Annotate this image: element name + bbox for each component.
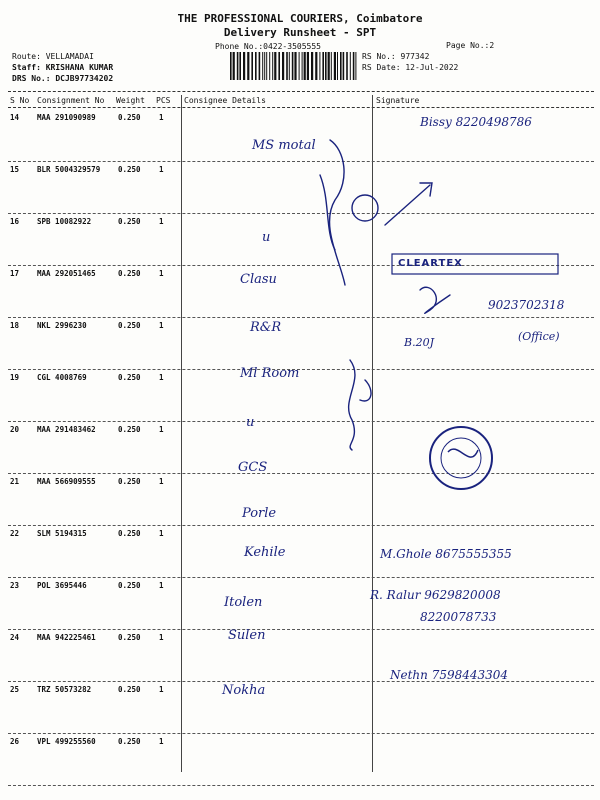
cell-consignment: VPL 499255560: [37, 737, 96, 746]
cell-consignment: MAA 292051465: [37, 269, 96, 278]
signature-handwriting: Bissy 8220498786: [420, 115, 532, 129]
cell-weight: 0.250: [118, 685, 141, 694]
drs-label: DRS No.:: [12, 74, 51, 83]
consignee-handwriting: GCS: [238, 460, 268, 475]
col-signature-header: Signature: [376, 96, 420, 105]
cell-sno: 22: [10, 529, 20, 538]
cell-sno: 26: [10, 737, 20, 746]
cell-pcs: 1: [159, 685, 164, 694]
consignee-handwriting: Sulen: [228, 628, 266, 643]
round-seal-inner: [441, 438, 481, 478]
signature-handwriting: R. Ralur 9629820008: [370, 588, 501, 602]
cell-weight: 0.250: [118, 113, 141, 122]
cell-weight: 0.250: [118, 529, 141, 538]
cell-pcs: 1: [159, 529, 164, 538]
rs-number: RS No.: 977342: [362, 52, 430, 61]
cell-weight: 0.250: [118, 425, 141, 434]
cell-pcs: 1: [159, 477, 164, 486]
cell-pcs: 1: [159, 633, 164, 642]
round-seal-stamp: [430, 427, 492, 489]
cell-pcs: 1: [159, 581, 164, 590]
cell-sno: 21: [10, 477, 20, 486]
phone-number: Phone No.:0422-3505555: [215, 42, 321, 51]
cell-pcs: 1: [159, 321, 164, 330]
col-consignee-header: Consignee Details: [184, 96, 266, 105]
cell-sno: 14: [10, 113, 20, 122]
rs-date: RS Date: 12-Jul-2022: [362, 63, 459, 72]
signature-extra: B.20J: [404, 336, 434, 349]
cell-consignment: MAA 942225461: [37, 633, 96, 642]
cell-weight: 0.250: [118, 165, 141, 174]
cell-sno: 19: [10, 373, 20, 382]
consignee-handwriting: u: [262, 230, 271, 245]
document-title: Delivery Runsheet - SPT: [223, 26, 377, 39]
cell-weight: 0.250: [118, 477, 141, 486]
cell-weight: 0.250: [118, 633, 141, 642]
signature-extra: (Office): [518, 330, 560, 343]
cell-weight: 0.250: [118, 269, 141, 278]
cell-pcs: 1: [159, 217, 164, 226]
consignee-handwriting: MS motal: [252, 138, 316, 153]
arrow-icon: [385, 183, 432, 225]
ink-stroke: [330, 140, 345, 285]
route-text: Route: VELLAMADAI: [12, 52, 94, 61]
page-number: Page No.:2: [446, 41, 495, 50]
consignee-handwriting: u: [246, 415, 255, 430]
cell-sno: 18: [10, 321, 20, 330]
signature-handwriting: 9023702318: [488, 298, 565, 312]
cell-sno: 15: [10, 165, 20, 174]
cell-pcs: 1: [159, 737, 164, 746]
clearance-stamp-text: CLEARTEX: [398, 258, 463, 269]
consignee-handwriting: Porle: [242, 506, 277, 521]
cell-consignment: SPB 10082922: [37, 217, 92, 226]
ink-circle: [352, 195, 378, 221]
cell-pcs: 1: [159, 113, 164, 122]
cell-sno: 17: [10, 269, 20, 278]
signature-handwriting: M.Ghole 8675555355: [380, 547, 512, 561]
signature-handwriting: Nethn 7598443304: [390, 668, 509, 682]
col-sno-header: S No: [10, 96, 30, 105]
cell-weight: 0.250: [118, 321, 141, 330]
cell-pcs: 1: [159, 425, 164, 434]
cell-weight: 0.250: [118, 373, 141, 382]
seal-signature: [448, 449, 478, 457]
consignee-handwriting: Itolen: [224, 595, 263, 610]
col-weight-header: Weight: [116, 96, 145, 105]
cell-consignment: MAA 566909555: [37, 477, 96, 486]
cell-consignment: TRZ 50573282: [37, 685, 92, 694]
cell-consignment: MAA 291483462: [37, 425, 96, 434]
drs-number: DCJB97734202: [55, 74, 114, 83]
cell-pcs: 1: [159, 269, 164, 278]
cell-pcs: 1: [159, 165, 164, 174]
cell-pcs: 1: [159, 373, 164, 382]
cell-weight: 0.250: [118, 217, 141, 226]
cell-weight: 0.250: [118, 737, 141, 746]
consignee-handwriting: R&R: [250, 320, 282, 335]
signature-handwriting: 8220078733: [420, 610, 497, 624]
cell-sno: 20: [10, 425, 20, 434]
cell-consignment: NKL 2996230: [37, 321, 87, 330]
consignee-handwriting: Clasu: [240, 272, 277, 287]
cell-consignment: MAA 291090989: [37, 113, 96, 122]
cell-consignment: SLM 5194315: [37, 529, 87, 538]
cell-consignment: POL 3695446: [37, 581, 87, 590]
cell-sno: 24: [10, 633, 20, 642]
ink-stroke: [320, 175, 335, 250]
consignee-handwriting: Kehile: [244, 545, 286, 560]
company-title: THE PROFESSIONAL COURIERS, Coimbatore: [177, 12, 423, 25]
staff-text: Staff: KRISHANA KUMAR: [12, 63, 114, 72]
cell-consignment: BLR 5004329579: [37, 165, 101, 174]
cell-consignment: CGL 4008769: [37, 373, 87, 382]
ink-stroke: [349, 360, 371, 450]
cell-sno: 25: [10, 685, 20, 694]
cell-weight: 0.250: [118, 581, 141, 590]
cell-sno: 23: [10, 581, 20, 590]
consignee-handwriting: Nokha: [222, 683, 266, 698]
cell-sno: 16: [10, 217, 20, 226]
col-pcs-header: PCS: [156, 96, 171, 105]
consignee-handwriting: Ml Room: [240, 366, 300, 381]
ink-stroke: [420, 287, 450, 313]
col-consignment-header: Consignment No: [37, 96, 105, 105]
